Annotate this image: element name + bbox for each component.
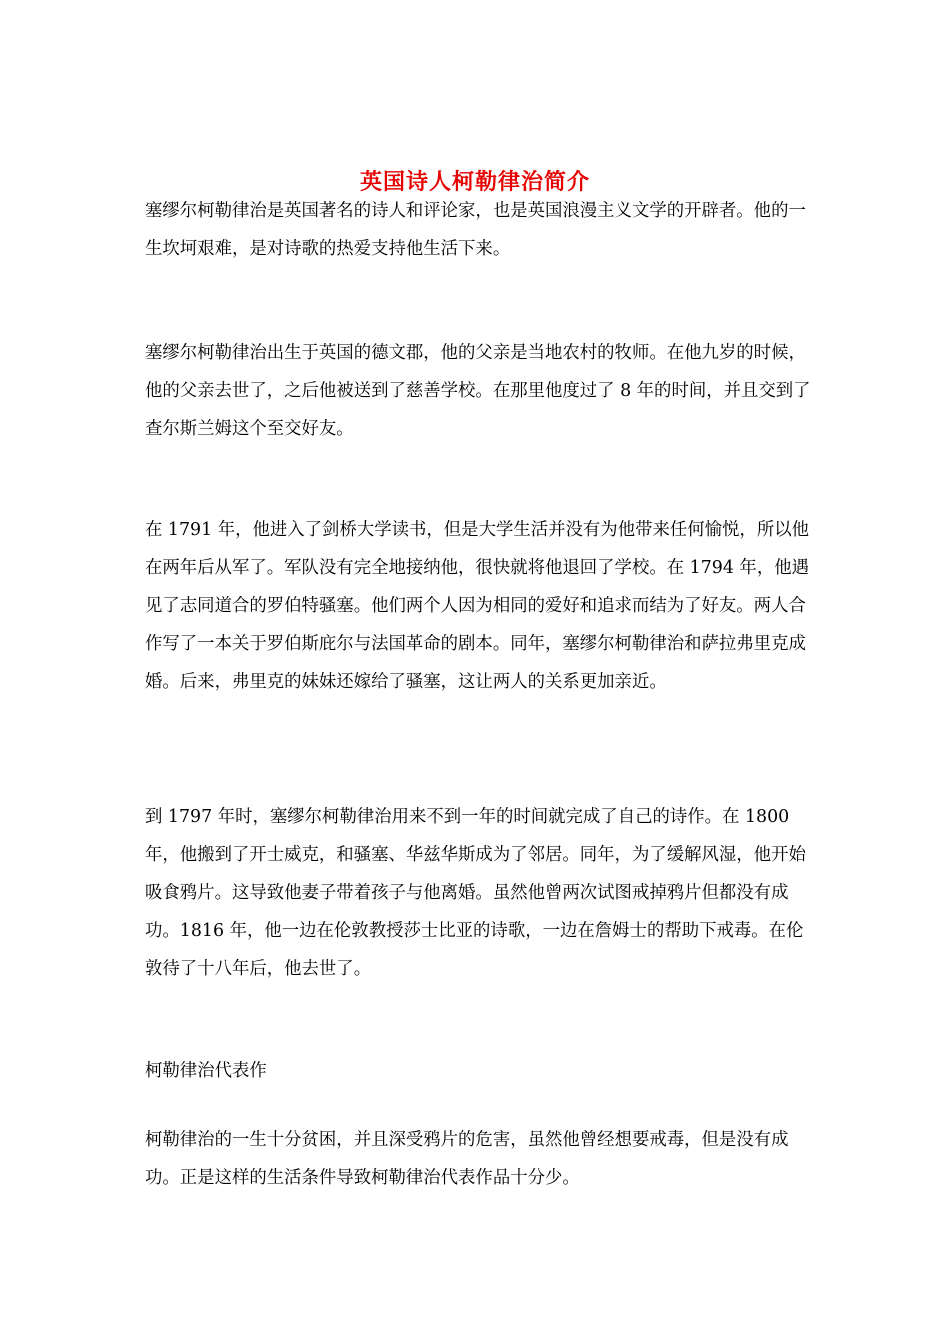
university-paragraph: 在 1791 年，他进入了剑桥大学读书，但是大学生活并没有为他带来任何愉悦，所以他在两年后从军了。军队没有完全地接纳他，很快就将他退回了学校。在 1794 年，他遇见了志同道合的罗伯特骚塞。他们两个人因为相同的爱好和追求而结为了好友。两人合作写了一本关于罗伯斯庇尔与法国革命的剧本。同年，塞缪尔柯勒律治和萨拉弗里克成婚。后来，弗里克的妹妹还嫁给了骚塞，这让两人的关系更加亲近。: [145, 520, 809, 692]
intro-paragraph: 塞缪尔柯勒律治是英国著名的诗人和评论家，也是英国浪漫主义文学的开辟者。他的一生坎坷艰难，是对诗歌的热爱支持他生活下来。: [145, 201, 806, 259]
birth-paragraph: 塞缪尔柯勒律治出生于英国的德文郡，他的父亲是当地农村的牧师。在他九岁的时候，他的父亲去世了，之后他被送到了慈善学校。在那里他度过了 8 年的时间，并且交到了查尔斯兰姆这个至交好友。: [145, 343, 811, 439]
document-title: 英国诗人柯勒律治简介: [359, 168, 590, 195]
works-heading: 柯勒律治代表作: [145, 1061, 267, 1081]
later-life-paragraph: 到 1797 年时，塞缪尔柯勒律治用来不到一年的时间就完成了自己的诗作。在 1800 年，他搬到了开士威克，和骚塞、华兹华斯成为了邻居。同年，为了缓解风湿，他开始吸食鸦片。这导致他妻子带着孩子与他离婚。虽然他曾两次试图戒掉鸦片但都没有成功。1816 年，他一边在伦敦教授莎士比亚的诗歌，一边在詹姆士的帮助下戒毒。在伦敦待了十八年后，他去世了。: [145, 807, 806, 979]
works-paragraph: 柯勒律治的一生十分贫困，并且深受鸦片的危害，虽然他曾经想要戒毒，但是没有成功。正是这样的生活条件导致柯勒律治代表作品十分少。: [145, 1130, 789, 1188]
